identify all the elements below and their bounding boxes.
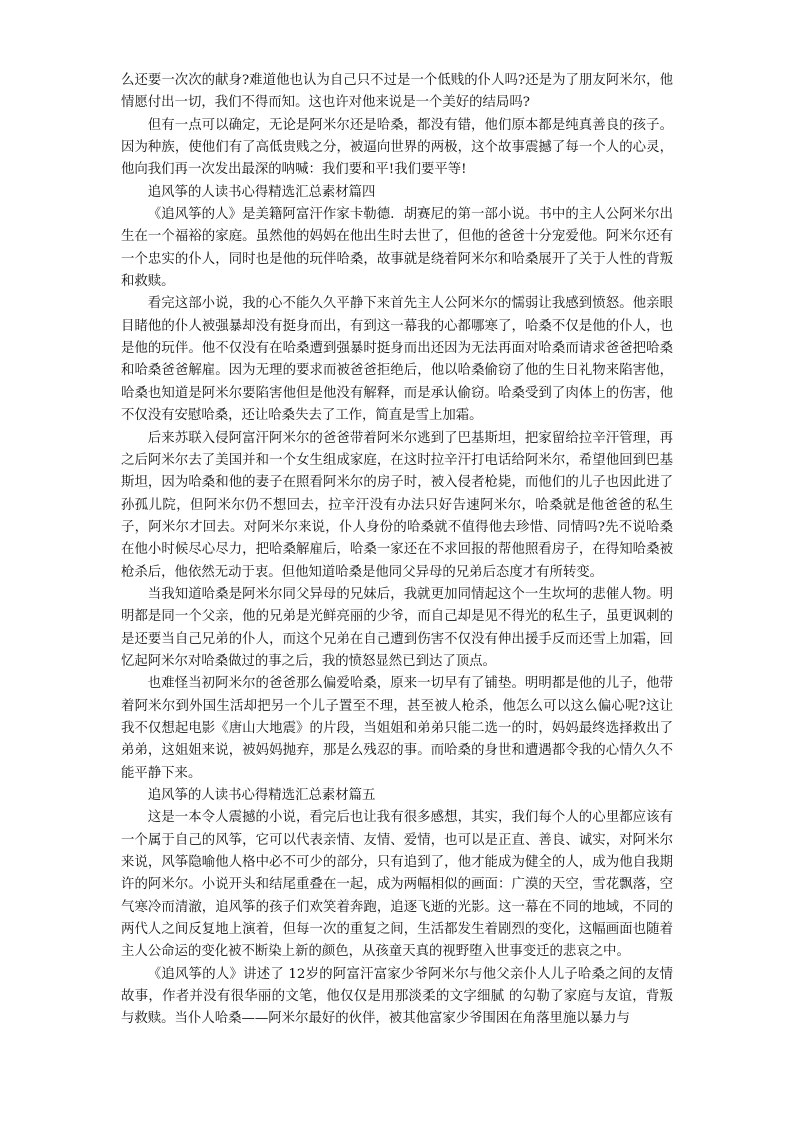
paragraph: 但有一点可以确定，无论是阿米尔还是哈桑，都没有错，他们原本都是纯真善良的孩子。因为种族，使他们有了高低贵贱之分，被逼向世界的两极，这个故事震撼了每一个人的心灵，他向我们再一次发出最深的呐喊：我们要和平!我们要平等! <box>121 117 673 178</box>
document-page <box>121 70 673 1031</box>
paragraph-continued: 么还要一次次的献身?难道他也认为自己只不过是一个低贱的仆人吗?还是为了朋友阿米尔，他情愿付出一切，我们不得而知。这也许对他来说是一个美好的结局吗? <box>121 73 673 111</box>
paragraph: 当我知道哈桑是阿米尔同父异母的兄妹后，我就更加同情起这个一生坎坷的悲催人物。明明都是同一个父亲，他的兄弟是光鲜亮丽的少爷，而自己却是见不得光的私生子，虽更讽刺的是还要当自己兄弟的仆人，而这个兄弟在自己遭到伤害不仅没有伸出援手反而还雪上加霜，回忆起阿米尔对哈桑做过的事之后，我的愤怒显然已到达了顶点。 <box>121 586 673 669</box>
section-heading-5: 追风筝的人读书心得精选汇总素材篇五 <box>147 788 376 803</box>
paragraph: 《追风筝的人》是美籍阿富汗作家卡勒德．胡赛尼的第一部小说。书中的主人公阿米尔出生在一个福裕的家庭。虽然他的妈妈在他出生时去世了，但他的爸爸十分宠爱他。阿米尔还有一个忠实的仆人，同时也是他的玩伴哈桑，故事就是绕着阿米尔和哈桑展开了关于人性的背叛和救赎。 <box>121 207 673 290</box>
paragraph: 后来苏联入侵阿富汗阿米尔的爸爸带着阿米尔逃到了巴基斯坦，把家留给拉辛汗管理，再之后阿米尔去了美国并和一个女生组成家庭，在这时拉辛汗打电话给阿米尔，希望他回到巴基斯坦，因为哈桑和他的妻子在照看阿米尔的房子时，被入侵者枪毙，而他们的儿子也因此进了孙孤儿院，但阿米尔仍不想回去，拉辛汗没有办法只好告速阿米尔，哈桑就是他爸爸的私生子，阿米尔才回去。对阿米尔来说，仆人身份的哈桑就不值得他去珍惜、同情吗?先不说哈桑在他小时候尽心尽力，把哈桑解雇后，哈桑一家还在不求回报的帮他照看房子，在得知哈桑被枪杀后，他依然无动于衷。但他知道哈桑是他同父异母的兄弟后态度才有所转变。 <box>121 430 673 580</box>
paragraph: 这是一本令人震撼的小说，看完后也让我有很多感想，其实，我们每个人的心里都应该有一个属于自己的风筝，它可以代表亲情、友情、爱情，也可以是正直、善良、诚实，对阿米尔来说，风筝隐喻他人格中必不可少的部分，只有追到了，他才能成为健全的人，成为他自我期许的阿米尔。小说开头和结尾重叠在一起，成为两幅相似的画面：广漠的天空，雪花飘落，空气寒冷而清澈，追风筝的孩子们欢笑着奔跑，追逐飞逝的光影。这一幕在不同的地域，不同的两代人之间反复地上演着，但每一次的重复之间，生活都发生着剧烈的变化，这幅画面也随着主人公命运的变化被不断染上新的颜色，从孩童天真的视野堕入世事变迁的悲哀之中。 <box>121 810 673 960</box>
paragraph: 《追风筝的人》讲述了 12岁的阿富汗富家少爷阿米尔与他父亲仆人儿子哈桑之间的友情故事，作者并没有很华丽的文笔，他仅仅是用那淡柔的文字细腻 的勾勒了家庭与友谊，背叛与救赎。当仆人哈桑——阿米尔最好的伙伴，被其他富家少爷围困在角落里施以暴力与 <box>121 966 673 1027</box>
paragraph: 看完这部小说，我的心不能久久平静下来首先主人公阿米尔的懦弱让我感到愤怒。他亲眼目睹他的仆人被强暴却没有挺身而出，有到这一幕我的心都哪寒了，哈桑不仅是他的仆人，也是他的玩伴。他不仅没有在哈桑遭到强暴时挺身而出还因为无法再面对哈桑而请求爸爸把哈桑和哈桑爸爸解雇。因为无理的要求而被爸爸拒绝后，他以哈桑偷窃了他的生日礼物来陷害他，哈桑也知道是阿米尔要陷害他但是他没有解释，而是承认偷窃。哈桑受到了肉体上的伤害，他不仅没有安慰哈桑，还让哈桑失去了工作，简直是雪上加霜。 <box>121 296 673 424</box>
section-heading-4: 追风筝的人读书心得精选汇总素材篇四 <box>147 184 376 200</box>
paragraph: 也难怪当初阿米尔的爸爸那么偏爱哈桑，原来一切早有了铺垫。明明都是他的儿子，他带着阿米尔到外国生活却把另一个儿子置至不理，甚至被人枪杀，他怎么可以这么偏心呢?这让我不仅想起电影《唐山大地震》的片段，当姐姐和弟弟只能二选一的时，妈妈最终选择救出了弟弟，这姐姐来说，被妈妈抛弃，那是么残忍的事。而哈桑的身世和遭遇都令我的心情久久不能平静下来。 <box>121 676 673 781</box>
